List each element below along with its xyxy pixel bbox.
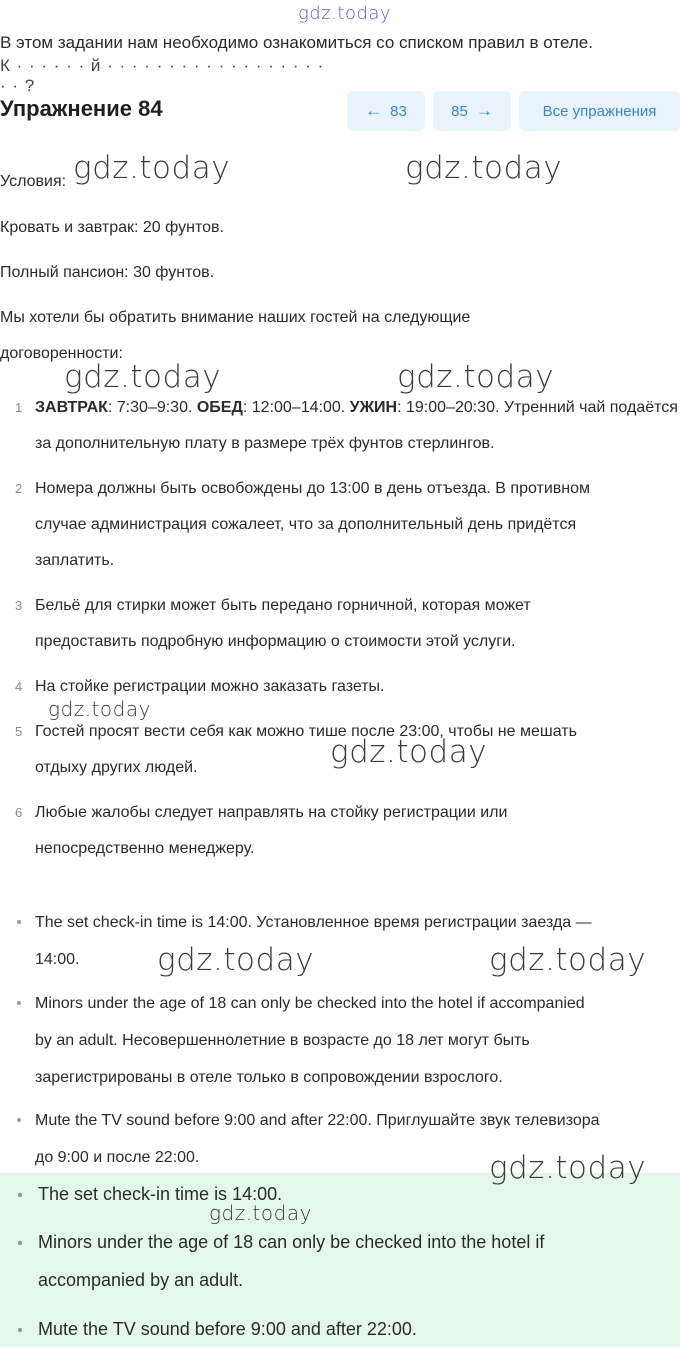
exercise-title: Упражнение 84 (0, 96, 163, 121)
bullet-icon (17, 1118, 21, 1122)
bullet-icon (18, 1241, 22, 1245)
rule-number: 2 (15, 481, 23, 496)
rule-number: 4 (15, 679, 23, 694)
watermark: gdz.today (489, 942, 647, 978)
next-exercise-label: 85 (451, 102, 468, 120)
rule-text: ЗАВТРАК: 7:30–9:30. ОБЕД: 12:00–14:00. УЖИН: 19:00–20:30. Утренний чай подаётся за дополнительную плату в размере трёх фунтов стерлингов. (35, 399, 678, 452)
rule-number: 1 (15, 400, 23, 415)
rule-text: Номера должны быть освобождены до 13:00 в день отъезда. В противном случае администрация сожалеет, что за дополнительный день придётся заплатить. (35, 480, 591, 569)
watermark: gdz.today (209, 1201, 312, 1225)
intro-text: В этом задании нам необходимо ознакомиться со списком правил в отеле. (0, 33, 593, 52)
bullet-icon (17, 920, 21, 924)
conditions-label: Условия: (0, 173, 67, 190)
rule-text: Гостей просят вести себя как можно тише после 23:00, чтобы не мешать отдыху других людей. (35, 723, 577, 776)
price-line: Кровать и завтрак: 20 фунтов. (0, 219, 224, 236)
bullet-icon (18, 1193, 22, 1197)
watermark: gdz.today (157, 942, 315, 978)
next-exercise-button[interactable] (433, 91, 511, 131)
rule-number: 5 (15, 724, 23, 739)
all-exercises-button[interactable] (519, 91, 680, 131)
prev-exercise-label: 83 (390, 102, 407, 120)
note-line: договоренности: (0, 345, 123, 362)
watermark: gdz.today (64, 359, 222, 395)
arrow-left-icon: ← (365, 101, 383, 120)
note-line: Мы хотели бы обратить внимание наших гостей на следующие (0, 309, 471, 326)
watermark: gdz.today (397, 359, 555, 395)
all-exercises-label: Все упражнения (542, 102, 657, 120)
rule-number: 3 (15, 598, 23, 613)
answer-block: The set check-in time is 14:00. Minors under the age of 18 can only be checked into the hotel if accompanied by an adult. Mute the TV sound before 9:00 and after 22:00. (0, 1173, 680, 1347)
watermark: gdz.today (405, 150, 563, 186)
bullet-icon (18, 1328, 22, 1332)
bullet-icon (17, 1001, 21, 1005)
watermark: gdz.today (330, 734, 488, 770)
rule-text: Любые жалобы следует направлять на стойку регистрации или непосредственно менеджеру. (35, 804, 508, 857)
watermark: gdz.today (48, 697, 151, 721)
intro-cut-line: К · · · · · · й · · · · · · · · · · · · · · · · · · · · ? (0, 56, 325, 95)
watermark: gdz.today (73, 150, 231, 186)
rule-number: 6 (15, 805, 23, 820)
price-line: Полный пансион: 30 фунтов. (0, 264, 215, 281)
rule-text: На стойке регистрации можно заказать газеты. (35, 678, 385, 695)
prev-exercise-button[interactable] (347, 91, 425, 131)
arrow-right-icon: → (475, 101, 493, 120)
watermark: gdz.today (489, 1150, 647, 1186)
rule-text: Бельё для стирки может быть передано горничной, которая может предоставить подробную информацию о стоимости этой услуги. (35, 597, 531, 650)
watermark: gdz.today (298, 3, 392, 24)
